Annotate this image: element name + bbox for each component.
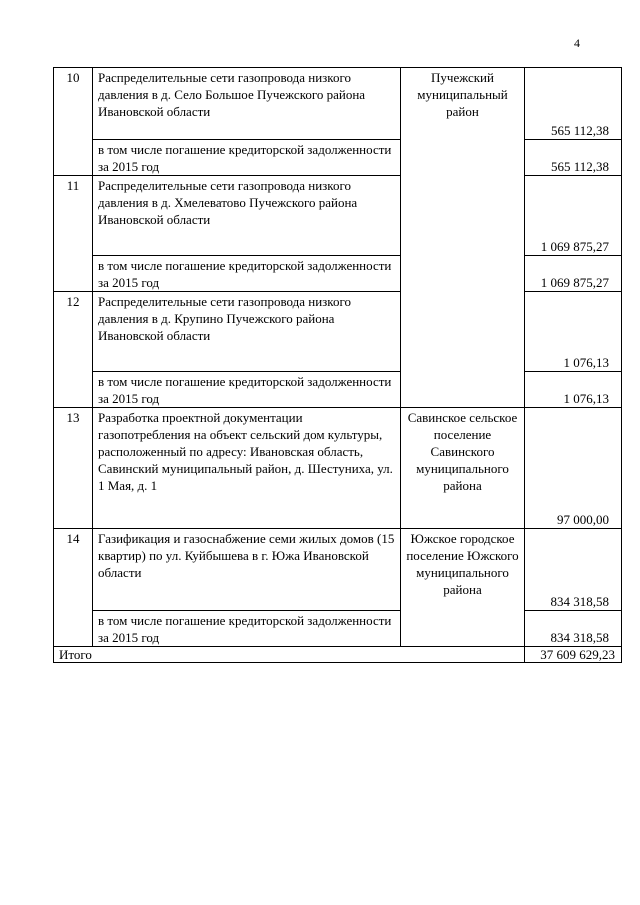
row-number: 11 (54, 176, 93, 292)
table-row (54, 529, 622, 611)
table-subrow (54, 611, 622, 647)
subrow-amount: 834 318,58 (525, 611, 622, 647)
row-description: Распределительные сети газопровода низкого давления в д. Крупино Пучежского района Ивановской области (93, 292, 401, 372)
table-subrow (54, 372, 622, 408)
row-amount: 834 318,58 (525, 529, 622, 611)
row-description: Газификация и газоснабжение семи жилых домов (15 квартир) по ул. Куйбышева в г. Южа Ивановской области (93, 529, 401, 611)
table-row (54, 408, 622, 529)
subrow-description: в том числе погашение кредиторской задолженности за 2015 год (93, 256, 401, 292)
row-amount: 97 000,00 (525, 408, 622, 529)
table-subrow (54, 256, 622, 292)
subrow-amount: 565 112,38 (525, 140, 622, 176)
row-number: 13 (54, 408, 93, 529)
total-label: Итого (54, 647, 525, 663)
row-number: 10 (54, 68, 93, 176)
row-description: Разработка проектной документации газопотребления на объект сельский дом культуры, расположенный по адресу: Ивановская область, Савинский муниципальный район, д. Шестуниха, ул. 1 Мая, д. 1 (93, 408, 401, 529)
municipality-cell: Южское городское поселение Южского муниципального района (401, 529, 525, 647)
total-amount: 37 609 629,23 (525, 647, 622, 663)
page-number: 4 (574, 36, 580, 50)
subrow-amount: 1 069 875,27 (525, 256, 622, 292)
funding-table (53, 67, 622, 663)
subrow-amount: 1 076,13 (525, 372, 622, 408)
row-amount: 1 076,13 (525, 292, 622, 372)
subrow-description: в том числе погашение кредиторской задолженности за 2015 год (93, 372, 401, 408)
table-row (54, 292, 622, 372)
row-number: 14 (54, 529, 93, 647)
table-row (54, 68, 622, 140)
row-description: Распределительные сети газопровода низкого давления в д. Село Большое Пучежского района Ивановской области (93, 68, 401, 140)
row-number: 12 (54, 292, 93, 408)
total-row (54, 647, 622, 663)
subrow-description: в том числе погашение кредиторской задолженности за 2015 год (93, 611, 401, 647)
municipality-cell: Савинское сельское поселение Савинского муниципального района (401, 408, 525, 529)
row-description: Распределительные сети газопровода низкого давления в д. Хмелеватово Пучежского района Ивановской области (93, 176, 401, 256)
row-amount: 565 112,38 (525, 68, 622, 140)
table-subrow (54, 140, 622, 176)
municipality-cell: Пучежский муниципальный район (401, 68, 525, 408)
subrow-description: в том числе погашение кредиторской задолженности за 2015 год (93, 140, 401, 176)
row-amount: 1 069 875,27 (525, 176, 622, 256)
table-row (54, 176, 622, 256)
